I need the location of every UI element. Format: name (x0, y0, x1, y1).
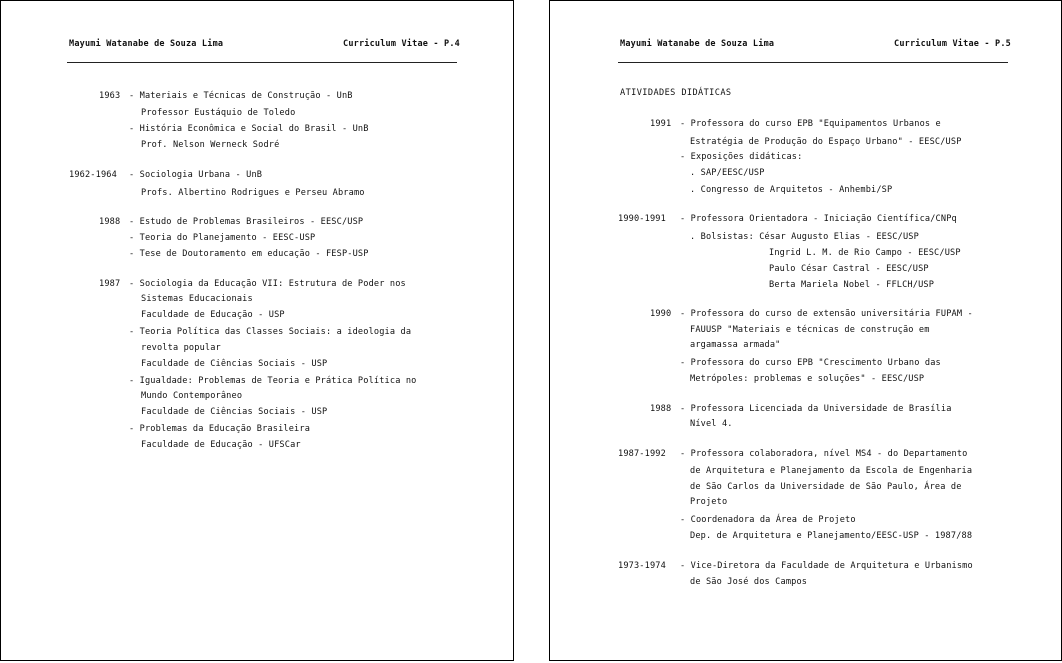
section-heading: ATIVIDADES DIDÁTICAS (620, 88, 732, 98)
entry-line: Paulo César Castral - EESC/USP (769, 264, 929, 274)
entry-line: - Materiais e Técnicas de Construção - UnB (129, 91, 353, 101)
entry-year: 1991 (650, 119, 672, 129)
entry-line: - Professora do curso de extensão universitária FUPAM - (680, 309, 973, 319)
entry-line: de Arquitetura e Planejamento da Escola de Engenharia (690, 466, 973, 476)
entry-line: Prof. Nelson Werneck Sodré (141, 140, 280, 150)
entry-line: Projeto (690, 497, 728, 507)
page-4 (0, 0, 514, 661)
entry-year: 1987-1992 (618, 449, 666, 459)
entry-line: - Problemas da Educação Brasileira (129, 424, 311, 434)
page-5 (549, 0, 1062, 661)
entry-year: 1988 (650, 404, 672, 414)
entry-line: - Igualdade: Problemas de Teoria e Prática Política no (129, 376, 417, 386)
entry-line: Estratégia de Produção do Espaço Urbano" - EESC/USP (690, 137, 962, 147)
entry-line: - Tese de Doutoramento em educação - FESP-USP (129, 249, 369, 259)
entry-line: Professor Eustáquio de Toledo (141, 108, 296, 118)
entry-line: Faculdade de Educação - USP (141, 310, 285, 320)
header-rule (67, 62, 457, 63)
entry-line: argamassa armada" (690, 340, 781, 350)
entry-line: - Professora do curso EPB "Crescimento Urbano das (680, 358, 941, 368)
entry-line: . Congresso de Arquitetos - Anhembi/SP (690, 185, 893, 195)
entry-year: 1987 (99, 279, 121, 289)
entry-line: de São José dos Campos (690, 577, 808, 587)
entry-line: - Professora Orientadora - Iniciação Científica/CNPq (680, 214, 957, 224)
entry-line: de São Carlos da Universidade de São Paulo, Área de (690, 482, 962, 492)
entry-line: Faculdade de Educação - UFSCar (141, 440, 301, 450)
header-name: Mayumi Watanabe de Souza Lima (69, 39, 224, 49)
entry-line: - Teoria Política das Classes Sociais: a ideologia da (129, 327, 412, 337)
entry-line: . Bolsistas: César Augusto Elias - EESC/USP (690, 232, 919, 242)
entry-line: - Professora colaboradora, nível MS4 - do Departamento (680, 449, 968, 459)
entry-line: - Sociologia da Educação VII: Estrutura de Poder nos (129, 279, 406, 289)
entry-line: - Coordenadora da Área de Projeto (680, 515, 856, 525)
entry-line: - Professora do curso EPB "Equipamentos Urbanos e (680, 119, 941, 129)
entry-line: - História Econômica e Social do Brasil - UnB (129, 124, 369, 134)
entry-line: - Exposições didáticas: (680, 152, 803, 162)
entry-line: Nível 4. (690, 419, 733, 429)
entry-line: - Estudo de Problemas Brasileiros - EESC/USP (129, 217, 364, 227)
header-rule (618, 62, 1008, 63)
entry-year: 1962-1964 (69, 170, 117, 180)
entry-year: 1973-1974 (618, 561, 666, 571)
entry-line: - Professora Licenciada da Universidade de Brasília (680, 404, 952, 414)
entry-line: Profs. Albertino Rodrigues e Perseu Abramo (141, 188, 365, 198)
entry-line: Sistemas Educacionais (141, 294, 253, 304)
entry-line: Faculdade de Ciências Sociais - USP (141, 359, 328, 369)
entry-year: 1990-1991 (618, 214, 666, 224)
entry-year: 1963 (99, 91, 121, 101)
header-title: Curriculum Vitae - P.4 (343, 39, 460, 49)
entry-line: . SAP/EESC/USP (690, 168, 765, 178)
entry-line: - Vice-Diretora da Faculdade de Arquitetura e Urbanismo (680, 561, 973, 571)
entry-line: Faculdade de Ciências Sociais - USP (141, 407, 328, 417)
entry-line: FAUUSP "Materiais e técnicas de construção em (690, 325, 930, 335)
entry-year: 1988 (99, 217, 121, 227)
entry-line: - Teoria do Planejamento - EESC-USP (129, 233, 316, 243)
header-name: Mayumi Watanabe de Souza Lima (620, 39, 775, 49)
entry-line: Metrópoles: problemas e soluções" - EESC/USP (690, 374, 925, 384)
entry-line: - Sociologia Urbana - UnB (129, 170, 263, 180)
entry-line: Berta Mariela Nobel - FFLCH/USP (769, 280, 935, 290)
entry-line: Ingrid L. M. de Rio Campo - EESC/USP (769, 248, 961, 258)
entry-year: 1990 (650, 309, 672, 319)
entry-line: revolta popular (141, 343, 221, 353)
entry-line: Mundo Contemporâneo (141, 391, 243, 401)
entry-line: Dep. de Arquitetura e Planejamento/EESC-USP - 1987/88 (690, 531, 973, 541)
header-title: Curriculum Vitae - P.5 (894, 39, 1011, 49)
